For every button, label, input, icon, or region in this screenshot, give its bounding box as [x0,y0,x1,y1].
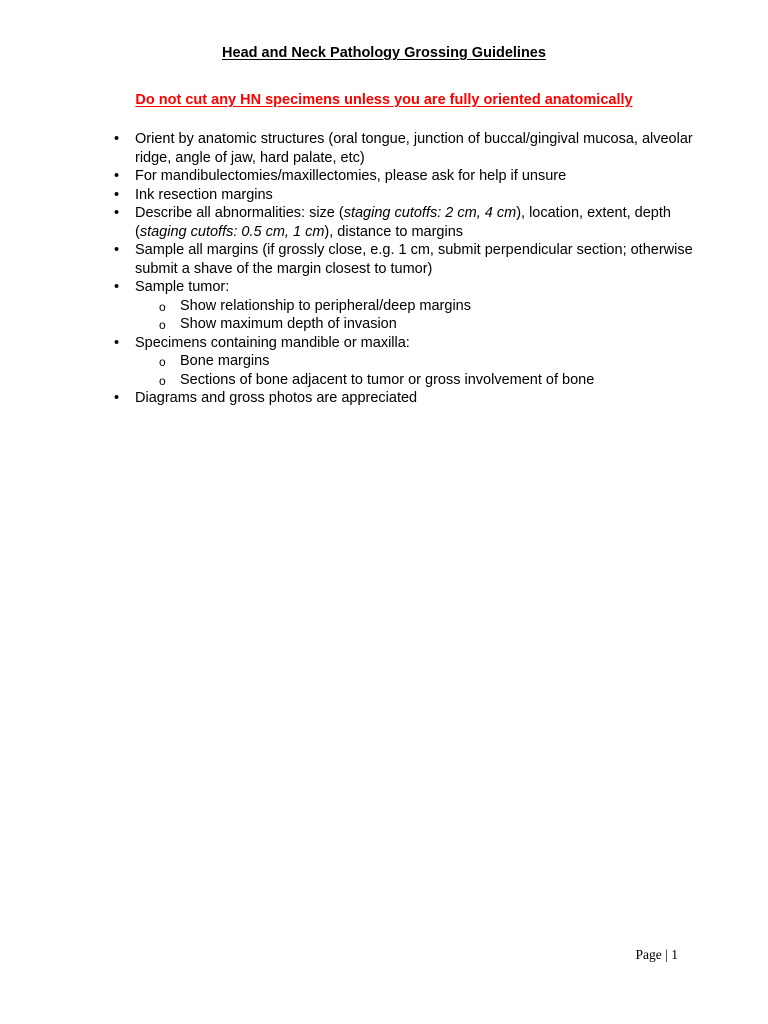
sub-list-item-text: Show relationship to peripheral/deep margins [180,297,471,314]
bullet-icon: • [114,205,120,221]
list-item-text: Sample all margins (if grossly close, e.g. 1 cm, submit perpendicular section; otherwise submit a shave of the margin closest to tumor) [135,242,693,277]
list-item [114,186,694,205]
list-item-text-part: ), distance to margins [324,223,464,240]
sub-list-item [135,315,694,334]
list-item [114,204,694,241]
sub-bullet-icon: o [159,355,166,369]
sub-list-item-text: Sections of bone adjacent to tumor or gross involvement of bone [180,371,595,388]
sub-list-item [135,371,694,390]
list-item-text-part: Describe all abnormalities: size ( [135,205,344,221]
sub-bullet-icon: o [159,373,166,388]
bullet-icon: • [114,390,120,406]
list-item [114,278,694,334]
bullet-icon: • [114,131,120,147]
list-item-text: Sample tumor: [135,279,230,295]
sub-bullet-icon: o [159,318,166,332]
bullet-icon: • [114,334,120,351]
sub-list-item [135,297,694,316]
document-title: Head and Neck Pathology Grossing Guidelines [222,45,546,61]
bullet-icon: • [114,186,120,203]
sub-bullet-icon: o [159,299,166,314]
list-item-text-part: ), location, extent, depth ( [135,205,671,240]
bullet-icon: • [114,242,120,258]
sub-list-item-text: Show maximum depth of invasion [180,316,397,332]
list-item-text: Ink resection margins [135,186,273,203]
sub-list [135,352,694,389]
list-item [114,130,694,167]
warning-line: Do not cut any HN specimens unless you are fully oriented anatomically [135,92,633,108]
staging-cutoffs-size: staging cutoffs: 2 cm, 4 cm [343,205,517,221]
staging-cutoffs-depth: staging cutoffs: 0.5 cm, 1 cm [139,223,325,240]
sub-list-item [135,352,694,371]
sub-list-item-text: Bone margins [180,353,270,369]
bullet-icon: • [114,279,120,295]
sub-list [135,297,694,334]
list-item-text: Diagrams and gross photos are appreciated [135,390,418,406]
list-item [114,389,694,408]
page-number: Page | 1 [635,947,678,962]
bullet-icon: • [114,168,120,184]
list-item [114,167,694,186]
list-item-text: For mandibulectomies/maxillectomies, please ask for help if unsure [135,168,567,184]
list-item-text: Specimens containing mandible or maxilla: [135,334,410,351]
list-item [114,241,694,278]
guidelines-list [114,130,694,408]
list-item [114,334,694,390]
list-item-text: Orient by anatomic structures (oral tongue, junction of buccal/gingival mucosa, alveolar ridge, angle of jaw, hard palate, etc) [135,131,693,166]
